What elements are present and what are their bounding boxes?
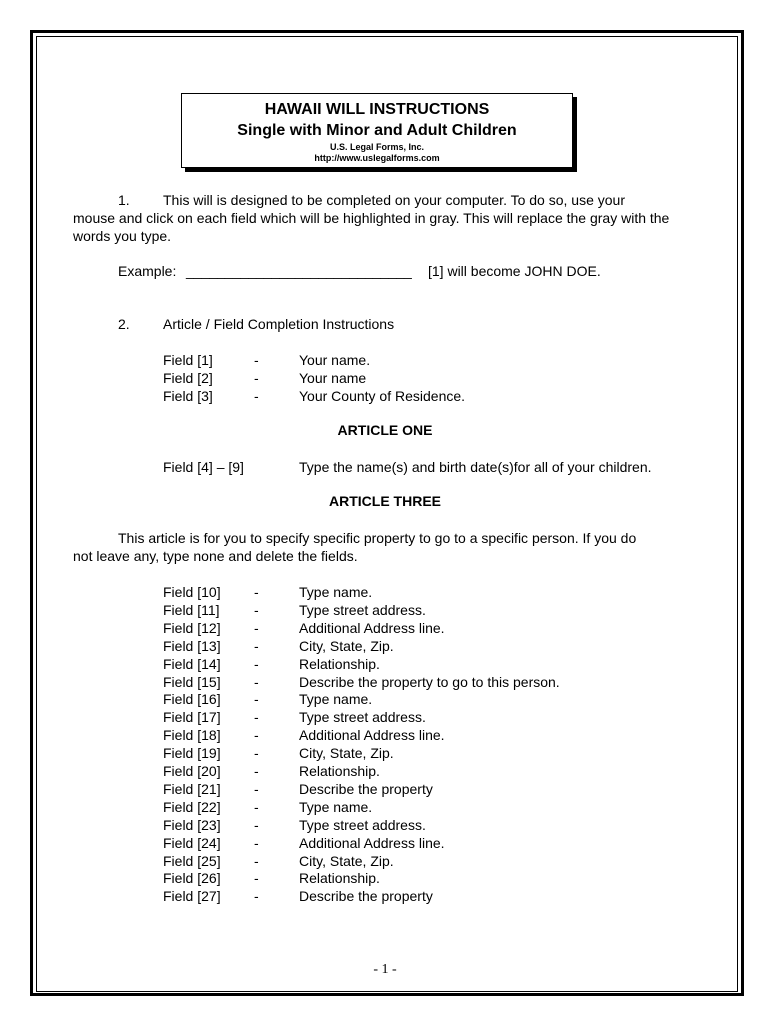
field-description: Additional Address line. [299, 727, 445, 744]
field-dash: - [254, 352, 259, 368]
field-label: Field [17] [163, 709, 221, 726]
field-description: Type name. [299, 798, 373, 815]
field-dash: - [254, 727, 259, 744]
example-blank: _____________________________ [186, 263, 412, 279]
field-dash: - [254, 709, 259, 726]
field-label: Field [26] [163, 870, 221, 887]
field-label: Field [20] [163, 763, 221, 779]
field-dash: - [254, 798, 259, 815]
field-label: Field [11] [163, 601, 220, 618]
field-dash: - [254, 584, 259, 600]
field-label: Field [14] [163, 655, 221, 672]
field-description: Additional Address line. [299, 619, 445, 636]
article-three-heading: ARTICLE THREE [329, 493, 441, 509]
field-dash: - [254, 780, 259, 797]
section2-number: 2. [118, 316, 130, 332]
field-label: Field [19] [163, 745, 221, 762]
field-description: Describe the property to go to this person. [299, 673, 560, 690]
field-description: Describe the property [299, 780, 433, 797]
field-description: Type street address. [299, 601, 426, 618]
article-one-field: Field [4] – [9] [163, 459, 244, 475]
field-label: Field [24] [163, 834, 221, 851]
article-three-intro-line1: This article is for you to specify specific property to go to a specific person. If you do [118, 530, 637, 546]
section1-text-line1: This will is designed to be completed on your computer. To do so, use your [163, 192, 625, 208]
field-dash: - [254, 834, 259, 851]
field-description: Type name. [299, 691, 373, 708]
field-description: City, State, Zip. [299, 745, 394, 762]
field-dash: - [254, 852, 259, 869]
document-title: HAWAII WILL INSTRUCTIONS [264, 101, 490, 118]
company-name: U.S. Legal Forms, Inc. [329, 142, 425, 152]
field-description: Additional Address line. [299, 834, 445, 851]
article-one-heading: ARTICLE ONE [337, 422, 433, 438]
field-label: Field [2] [163, 370, 213, 386]
field-dash: - [254, 763, 259, 779]
page-number: - 1 - [373, 962, 397, 977]
field-label: Field [15] [163, 673, 221, 690]
field-dash: - [254, 601, 259, 618]
field-description: Type name. [299, 584, 373, 600]
example-label: Example: [118, 263, 177, 279]
field-dash: - [254, 870, 259, 887]
field-dash: - [254, 655, 259, 672]
section1-number: 1. [118, 192, 130, 208]
field-description: City, State, Zip. [299, 852, 394, 869]
field-description: Describe the property [299, 888, 433, 905]
example-text: [1] will become JOHN DOE. [428, 263, 601, 279]
company-url[interactable]: http://www.uslegalforms.com [314, 153, 440, 163]
field-dash: - [254, 637, 259, 654]
field-label: Field [10] [163, 584, 221, 600]
field-description: City, State, Zip. [299, 637, 394, 654]
field-dash: - [254, 619, 259, 636]
field-label: Field [22] [163, 798, 221, 815]
field-description: Relationship. [299, 870, 380, 887]
field-label: Field [12] [163, 619, 221, 636]
field-dash: - [254, 388, 259, 404]
section1-text-rest: mouse and click on each field which will be highlighted in gray. This will replace the gray with the words you type. [73, 210, 670, 244]
field-label: Field [25] [163, 852, 221, 869]
field-description: Your County of Residence. [299, 388, 466, 404]
field-label: Field [27] [163, 888, 221, 905]
article-three-intro-line2: not leave any, type none and delete the fields. [73, 548, 358, 564]
field-dash: - [254, 691, 259, 708]
field-dash: - [254, 673, 259, 690]
field-dash: - [254, 370, 259, 386]
field-label: Field [18] [163, 727, 221, 744]
field-description: Relationship. [299, 655, 380, 672]
field-label: Field [23] [163, 816, 221, 833]
field-description: Type street address. [299, 816, 426, 833]
field-dash: - [254, 816, 259, 833]
field-label: Field [21] [163, 780, 221, 797]
field-label: Field [13] [163, 637, 221, 654]
section2-title: Article / Field Completion Instructions [163, 316, 395, 332]
field-dash: - [254, 745, 259, 762]
field-description: Your name. [299, 352, 371, 368]
field-label: Field [16] [163, 691, 221, 708]
document-subtitle: Single with Minor and Adult Children [237, 122, 517, 139]
field-description: Relationship. [299, 763, 380, 779]
field-label: Field [3] [163, 388, 213, 404]
field-dash: - [254, 888, 259, 905]
field-label: Field [1] [163, 352, 213, 368]
article-one-desc: Type the name(s) and birth date(s)for all of your children. [299, 459, 652, 475]
field-description: Type street address. [299, 709, 426, 726]
title-box [181, 93, 573, 168]
field-description: Your name [299, 370, 367, 386]
